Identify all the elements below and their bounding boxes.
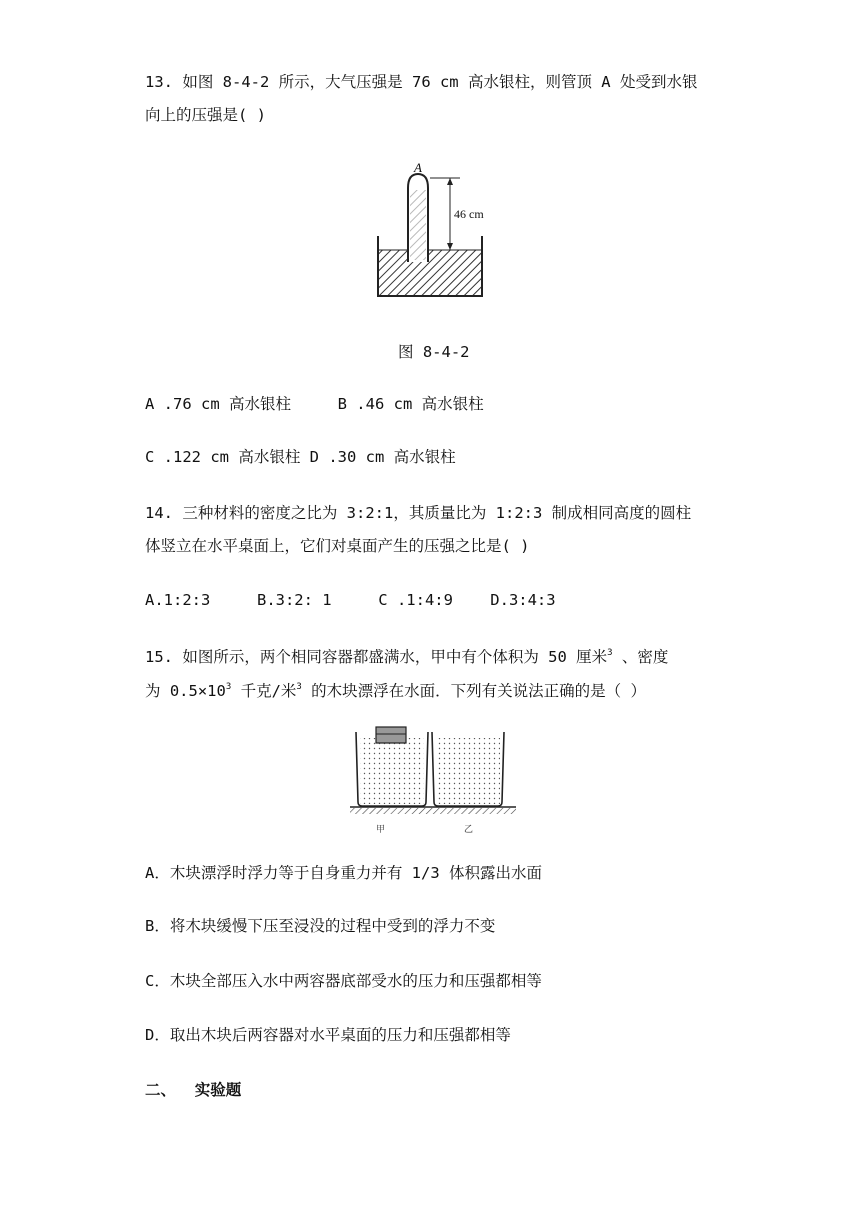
q15-option-b: B．将木块缓慢下压至浸没的过程中受到的浮力不变 [145, 917, 496, 935]
q15-stem-line2-unit: 千克/米 [231, 682, 297, 700]
q13-figure-label-a: A [414, 160, 422, 175]
q15-stem-line1-tail: 、密度 [612, 648, 669, 666]
q15-option-a: A．木块漂浮时浮力等于自身重力并有 1/3 体积露出水面 [145, 864, 542, 882]
q15-superscript: 3 [296, 682, 302, 692]
q15-stem-line2-text: 为 0.5×10 [145, 682, 226, 700]
q15-stem-line2 [145, 677, 646, 701]
section-title: 实验题 [194, 1081, 242, 1099]
q15-superscript: 3 [225, 682, 232, 692]
q15-figure-label-yi: 乙 [464, 825, 474, 835]
q13-stem-line1: 13. 如图 8-4-2 所示，大气压强是 76 cm 高水银柱，则管顶 A 处受到水银 [145, 73, 698, 91]
q14-stem-line2: 体竖立在水平桌面上，它们对桌面产生的压强之比是( ) [145, 537, 530, 555]
q15-stem-line1-text: 15. 如图所示，两个相同容器都盛满水，甲中有个体积为 50 厘米 [145, 648, 608, 666]
q13-figure-label-height: 46 cm [454, 207, 484, 221]
q14-options: A.1:2:3 B.3:2: 1 C .1:4:9 D.3:4:3 [145, 591, 556, 609]
q15-stem-line2-tail: 的木块漂浮在水面．下列有关说法正确的是（ ） [301, 682, 647, 700]
q13-options-line1: A .76 cm 高水银柱 B .46 cm 高水银柱 [145, 395, 484, 413]
q15-stem-line1 [145, 643, 668, 667]
q15-option-c: C．木块全部压入水中两容器底部受水的压力和压强都相等 [145, 972, 542, 990]
q13-figure-caption: 图 8-4-2 [398, 343, 470, 361]
q13-options-line2: C .122 cm 高水银柱 D .30 cm 高水银柱 [145, 448, 456, 466]
q14-stem-line1: 14. 三种材料的密度之比为 3:2:1，其质量比为 1:2:3 制成相同高度的圆柱 [145, 504, 692, 522]
section-number: 二、 [145, 1081, 177, 1099]
q13-stem-line2: 向上的压强是( ) [145, 106, 266, 124]
section-heading [145, 1080, 241, 1100]
q13-figure [370, 160, 490, 300]
q15-figure-label-jia: 甲 [376, 825, 386, 835]
q15-figure [348, 722, 518, 840]
q15-option-d: D．取出木块后两容器对水平桌面的压力和压强都相等 [145, 1026, 511, 1044]
q15-superscript: 3 [607, 648, 613, 658]
